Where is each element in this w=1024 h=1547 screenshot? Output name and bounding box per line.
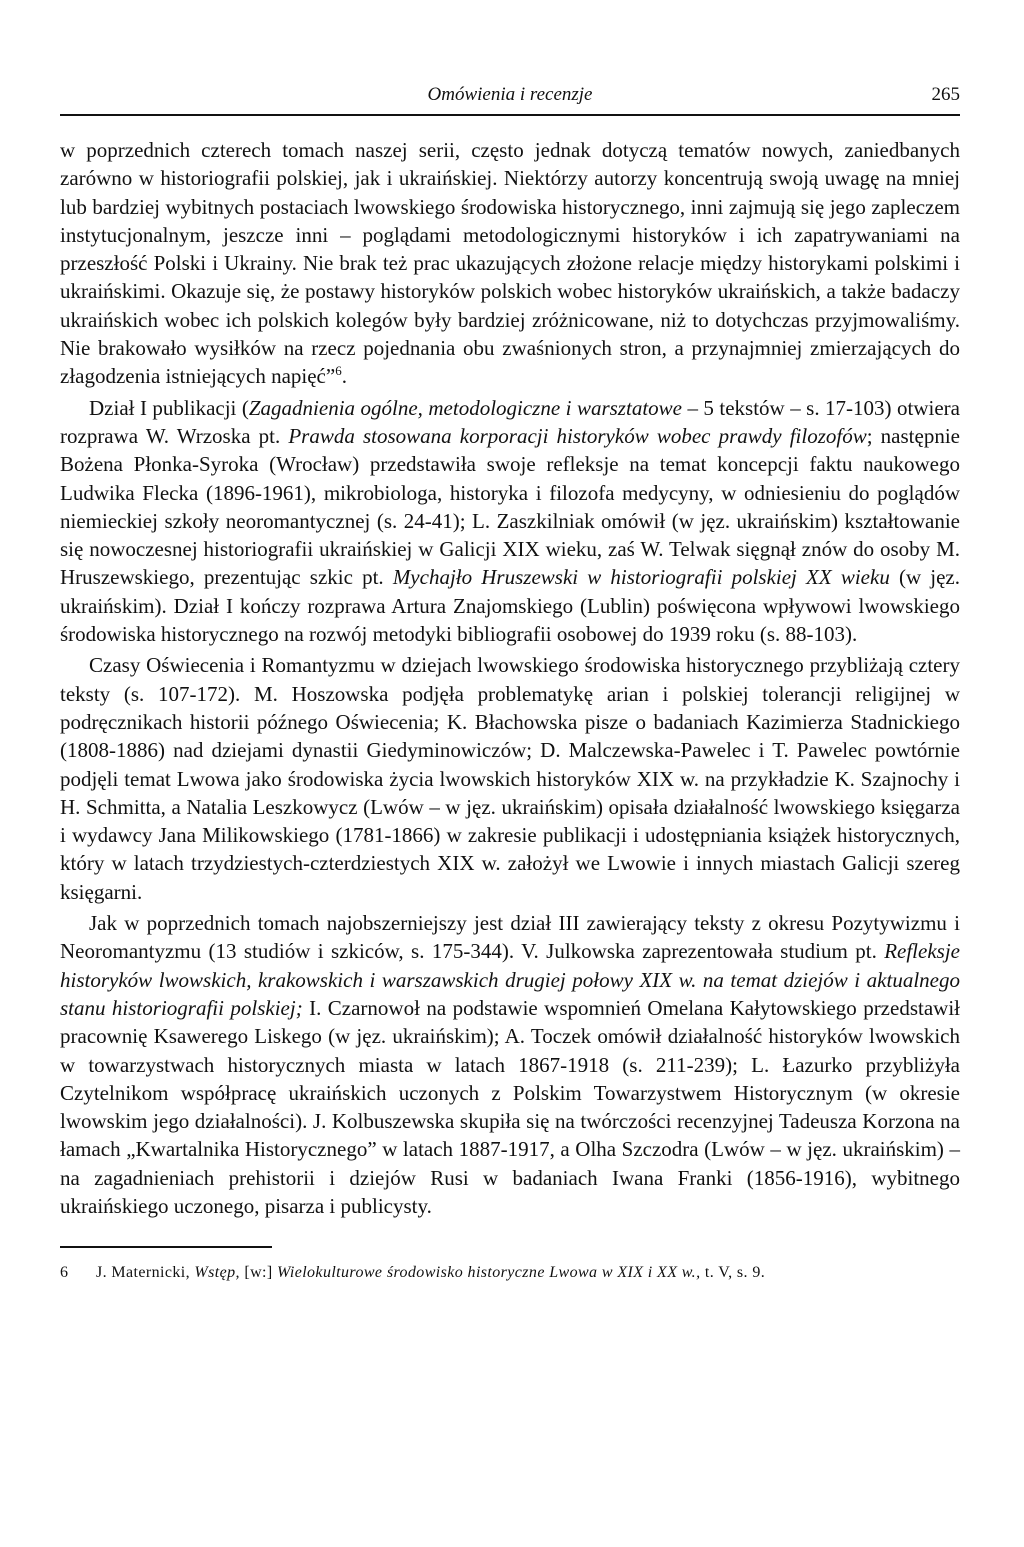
footnote-reference: 6 — [335, 363, 342, 379]
paragraph-2 — [60, 394, 960, 649]
paragraph-1-text: w poprzednich czterech tomach naszej serii, często jednak dotyczą tematów nowych, zaniedbanych zarówno w historiografii polskiej, jak i ukraińskiej. Niektórzy autorzy koncentrują swoją uwagę na mniej lub bardziej wybitnych postaciach lwowskiego środowiska historycznego, inni zajmują się jego zapleczem instytucjonalnym, jeszcze inni – poglądami metodologicznymi historyków i ich zapatrywaniami na przeszłość Polski i Ukrainy. Nie brak też prac ukazujących złożone relacje między historykami polskimi i ukraińskimi. Okazuje się, że postawy historyków polskich wobec historyków ukraińskich, a także badaczy ukraińskich wobec ich polskich kolegów były bardziej zróżnicowane, niż to dotychczas przyjmowaliśmy. Nie brakowało wysiłków na rzecz pojednania obu zwaśnionych stron, a przynajmniej zmierzających do złagodzenia istniejących napięć” — [60, 138, 960, 389]
paragraph-2-italic-3: Mychajło Hruszewski w historiografii polskiej XX wieku — [392, 565, 890, 590]
body-text — [60, 136, 960, 1220]
paragraph-2-italic-1: Zagadnienia ogólne, metodologiczne i warsztatowe — [248, 395, 682, 420]
footnote-italic-1: Wstęp, — [194, 1264, 240, 1282]
footnote-text-c: t. V, s. 9. — [700, 1264, 766, 1282]
paragraph-4-text-a: Jak w poprzednich tomach najobszerniejszy jest dział III zawierający teksty z okresu Pozytywizmu i Neoromantyzmu (13 studiów i szkiców, s. 175-344). V. Julkowska zaprezentowała studium pt. — [60, 911, 960, 964]
paragraph-1-end: . — [341, 364, 347, 389]
footnote-text-a: J. Maternicki, — [96, 1264, 195, 1282]
page-number: 265 — [931, 84, 960, 105]
running-header — [60, 70, 960, 116]
paragraph-2-italic-2: Prawda stosowana korporacji historyków wobec prawdy filozofów — [288, 423, 867, 448]
paragraph-2-text-b: – 5 tekstów – s. 17-103) otwiera rozprawa W. Wrzoska pt. — [60, 395, 960, 448]
paragraph-2-text-c: ; następnie Bożena Płonka-Syroka (Wrocław) przedstawiła swoje refleksje na temat koncepcji faktu naukowego Ludwika Flecka (1896-1961), mikrobiologa, historyka i filozofa medycyny, w odniesieniu do poglądów niemieckiej szkoły neoromantycznej (s. 24-41); L. Zaszkilniak omówił (w jęz. ukraińskim) kształtowanie się nowoczesnej historiografii ukraińskiej w Galicji XIX wieku, zaś W. Telwak sięgnął znów do osoby M. Hruszewskiego, prezentując szkic pt. — [60, 423, 960, 590]
footnote-text-b: [w:] — [239, 1264, 277, 1282]
paragraph-2-text-a: Dział I publikacji ( — [89, 395, 249, 420]
paragraph-1 — [60, 136, 960, 391]
paragraph-3: Czasy Oświecenia i Romantyzmu w dziejach lwowskiego środowiska historycznego przybliżają cztery teksty (s. 107-172). M. Hoszowska podjęła problematykę arian i polskiej tolerancji religijnej w podręcznikach historii późnego Oświecenia; K. Błachowska pisze o badaniach Kazimierza Stadnickiego (1808-1886) nad dziejami dynastii Giedyminowiczów; D. Malczewska-Pawelec i T. Pawelec powtórnie podjęli temat Lwowa jako środowiska życia lwowskich historyków XIX w. na przykładzie K. Szajnochy i H. Schmitta, a Natalia Leszkowycz (Lwów – w jęz. ukraińskim) opisała działalność lwowskiego księgarza i wydawcy Jana Milikowskiego (1781-1866) w zakresie publikacji i udostępniania książek historycznych, który w latach trzydziestych-czterdziestych XIX w. założył we Lwowie i innych miastach Galicji szereg księgarni. — [60, 653, 960, 904]
page — [60, 70, 960, 1284]
footnote — [60, 1262, 960, 1284]
footnote-number: 6 — [60, 1264, 69, 1282]
running-title: Omówienia i recenzje — [427, 84, 593, 105]
paragraph-4-text-b: I. Czarnowoł na podstawie wspomnień Omelana Kałytowskiego przedstawił pracownię Ksawerego Liskego (w jęz. ukraińskim); A. Toczek omówił działalność historyków lwowskich w towarzystwach historycznych miasta w latach 1867-1918 (s. 211-239); L. Łazurko przybliżyła Czytelnikom współpracę ukraińskich uczonych z Polskim Towarzystwem Historycznym (w okresie lwowskim jego działalności). J. Kolbuszewska skupiła się na twórczości recenzyjnej Tadeusza Korzona na łamach „Kwartalnika Historycznego” w latach 1887-1917, a Olha Szczodra (Lwów – w jęz. ukraińskim) – na zagadnieniach prehistorii i dziejów Rusi w badaniach Iwana Franki (1856-1916), wybitnego ukraińskiego uczonego, pisarza i publicysty. — [60, 995, 960, 1218]
paragraph-2-text-d: (w jęz. ukraińskim). Dział I kończy rozprawa Artura Znajomskiego (Lublin) poświęcona wpływowi lwowskiego środowiska historycznego na rozwój metodyki bibliografii osobowej do 1939 roku (s. 88-103). — [60, 565, 961, 647]
paragraph-4-italic-1: Refleksje historyków lwowskich, krakowskich i warszawskich drugiej połowy XIX w. na temat dziejów i aktualnego stanu historiografii polskiej; — [60, 939, 960, 1020]
footnote-separator — [60, 1246, 272, 1248]
footnote-italic-2: Wielokulturowe środowisko historyczne Lwowa w XIX i XX w., — [277, 1264, 701, 1282]
paragraph-4 — [60, 909, 960, 1220]
